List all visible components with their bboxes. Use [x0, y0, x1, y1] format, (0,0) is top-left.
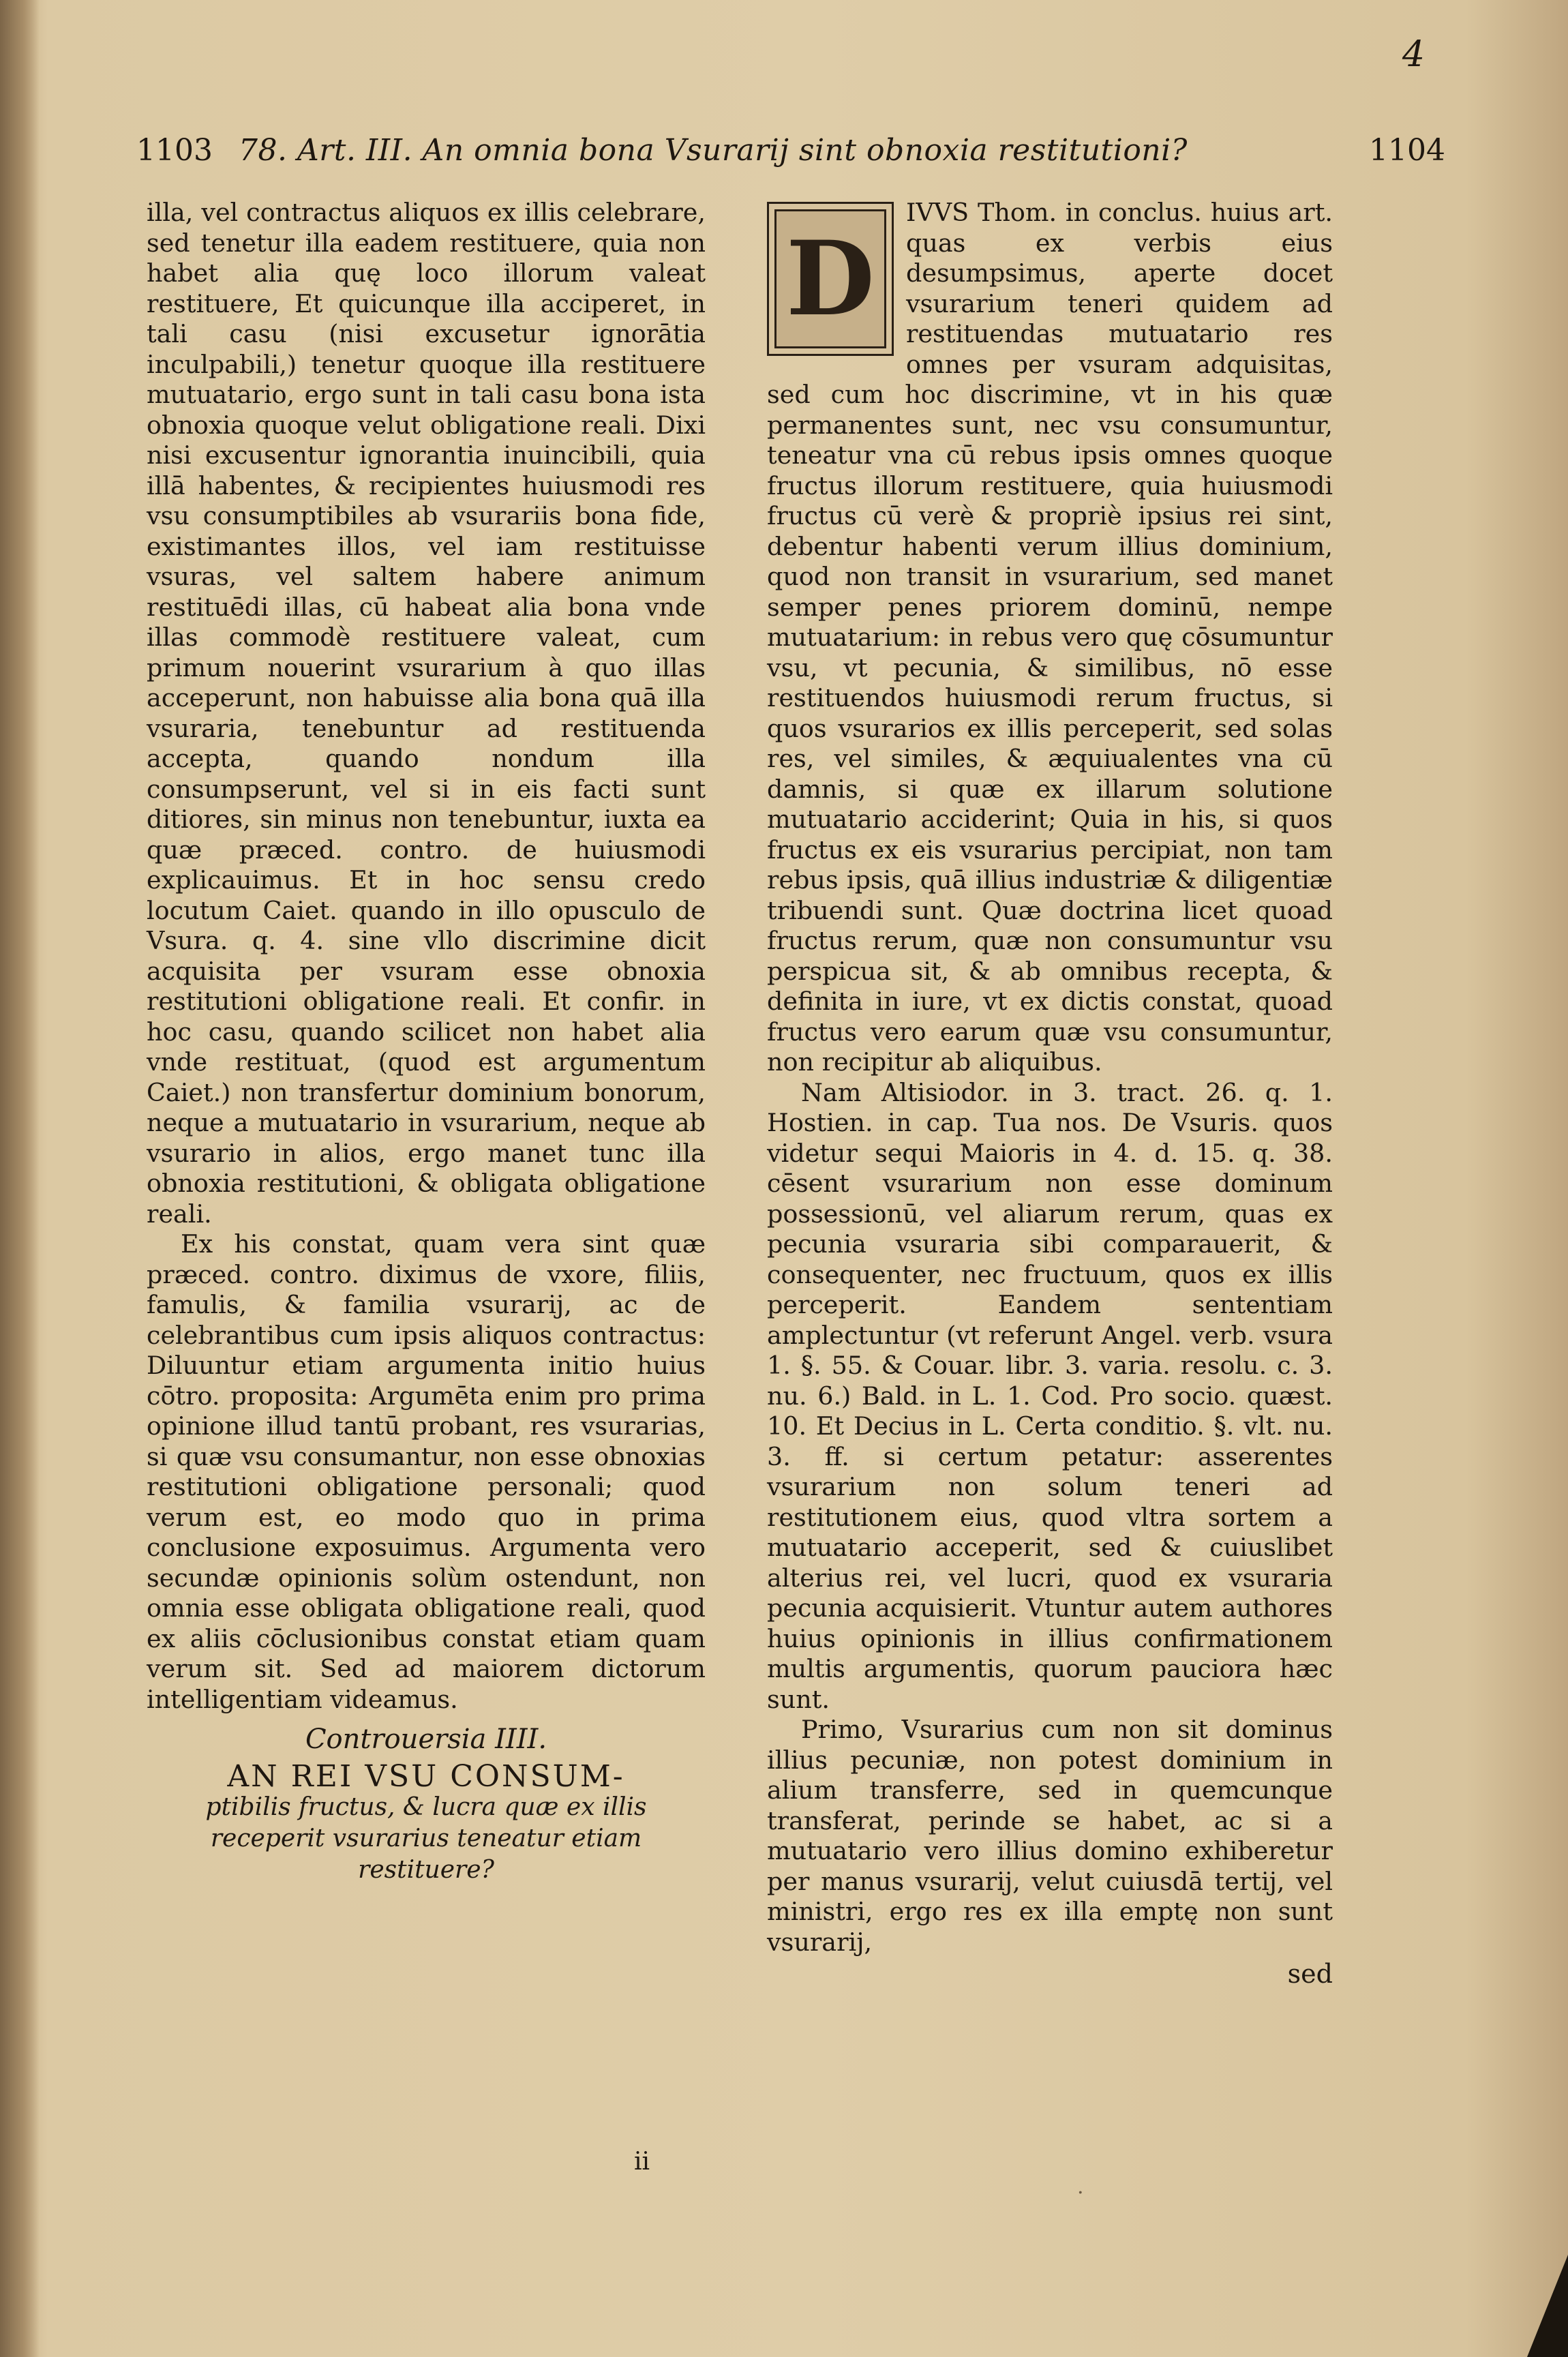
left-column [147, 198, 706, 1886]
page-number-left: 1103 [136, 133, 213, 168]
decorated-initial: D [767, 202, 894, 356]
corner-annotation: 4 [1402, 34, 1425, 75]
left-paragraph-2: Ex his constat, quam vera sint quæ præced. contro. diximus de vxore, filiis, famulis, & familia vsurarij, ac de celebrantibus cum ipsis aliquos contractus: Diluuntur etiam argumenta initio huius cōtro. proposita: Argumēta enim pro prima opinione illud tantū probant, res vsurarias, si quæ vsu consumantur, non esse obnoxias restitutioni obligatione personali; quod verum est, eo modo quo in prima conclusione exposuimus. Argumenta vero secundæ opinionis solùm ostendunt, non omnia esse obligata obligatione reali, quod ex aliis cōclusionibus constat etiam quam verum sit. Sed ad maiorem dictorum intelligentiam videamus. [147, 1229, 706, 1714]
page-number-right: 1104 [1369, 133, 1445, 168]
controversy-heading: Controuersia IIII. [305, 1724, 547, 1755]
left-paragraph-1: illa, vel contractus aliquos ex illis celebrare, sed tenetur illa eadem restituere, quia non habet alia quę loco illorum valeat restituere, Et quicunque illa acciperet, in tali casu (nisi excusetur ignorātia inculpabili,) tenetur quoque illa restituere mutuatario, ergo sunt in tali casu bona ista obnoxia quoque velut obligatione reali. Dixi nisi excusentur ignorantia inuincibili, quia illā habentes, & recipientes huiusmodi res vsu consumptibiles ab vsurariis bona fide, existimantes illos, vel iam restituisse vsuras, vel saltem habere animum restituēdi illas, cū habeat alia bona vnde illas commodè restituere valeat, cum primum nouerint vsurarium à quo illas acceperunt, non habuisse alia bona quā illa vsuraria, tenebuntur ad restituenda accepta, quando nondum illa consumpserunt, vel si in eis facti sunt ditiores, sin minus non tenebuntur, iuxta ea quæ præced. contro. de huiusmodi explicauimus. Et in hoc sensu credo locutum Caiet. quando in illo opusculo de Vsura. q. 4. sine vllo discrimine dicit acquisita per vsuram esse obnoxia restitutioni obligatione reali. Et confir. in hoc casu, quando scilicet non habet alia vnde restituat, (quod est argumentum Caiet.) non transfertur dominium bonorum, neque a mutuatario in vsurarium, neque ab vsurario in alios, ergo manet tunc illa obnoxia restitutioni, & obligata obligatione reali. [147, 198, 706, 1229]
catchword: sed [1287, 1959, 1333, 1989]
right-paragraph-2: Nam Altisiodor. in 3. tract. 26. q. 1. Hostien. in cap. Tua nos. De Vsuris. quos videtur sequi Maioris in 4. d. 15. q. 38. cēsent vsurarium non esse dominum possessionū, vel aliarum rerum, quas ex pecunia vsuraria sibi comparauerit, & consequenter, nec fructuum, quos ex illis perceperit. Eandem sententiam amplectuntur (vt referunt Angel. verb. vsura 1. §. 55. & Couar. libr. 3. varia. resolu. c. 3. nu. 6.) Bald. in L. 1. Cod. Pro socio. quæst. 10. Et Decius in L. Certa conditio. §. vlt. nu. 3. ff. si certum petatur: asserentes vsurarium non solum teneri ad restitutionem eius, quod vltra sortem a mutuatario acceperit, sed & cuiuslibet alterius rei, vel lucri, quod ex vsuraria pecunia acquisierit. Vtuntur autem authores huius opinionis in illius confirmationem multis argumentis, quorum pauciora hæc sunt. [767, 1077, 1333, 1714]
question-heading: AN REI VSU CONSUM- [227, 1758, 625, 1794]
running-title: 78. Art. III. An omnia bona Vsurarij sint obnoxia restitutioni? [239, 133, 1188, 168]
right-paragraph-1: IVVS Thom. in conclus. huius art. quas ex verbis eius desumpsimus, aperte docet vsurarium teneri quidem ad restituendas mutuatario res omnes per vsuram adquisitas, sed cum hoc discrimine, vt in his quæ permanentes sunt, nec vsu consumuntur, teneatur vna cū rebus ipsis omnes quoque fructus illorum restituere, quia huiusmodi fructus cū verè & propriè ipsius rei sint, debentur habenti verum illius dominium, quod non transit in vsurarium, sed manet semper penes priorem dominū, nempe mutuatarium: in rebus vero quę cōsumuntur vsu, vt pecunia, & similibus, nō esse restituendos huiusmodi rerum fructus, si quos vsurarios ex illis perceperit, sed solas res, vel similes, & æquiualentes vna cū damnis, si quæ ex illarum solutione mutuatario acciderint; Quia in his, si quos fructus ex eis vsurarius percipiat, non tam rebus ipsis, quā illius industriæ & diligentiæ tribuendi sunt. Quæ doctrina licet quoad fructus rerum, quæ non consumuntur vsu perspicua sit, & ab omnibus recepta, & definita in iure, vt ex dictis constat, quoad fructus vero earum quæ vsu consumuntur, non recipitur ab aliquibus. [767, 198, 1333, 1077]
bottom-dot: . [1077, 2175, 1084, 2199]
running-head [136, 133, 1445, 181]
right-column [767, 198, 1333, 1990]
binding-edge [0, 0, 40, 2357]
question-subheading: ptibilis fructus, & lucra quæ ex illis receperit vsurarius teneatur etiam restituere? [205, 1793, 647, 1884]
signature-mark: ii [634, 2148, 650, 2176]
right-paragraph-3: Primo, Vsurarius cum non sit dominus illius pecuniæ, non potest dominium in alium transferre, sed in quemcunque transferat, perinde se habet, ac si a mutuatario vero illius domino exhiberetur per manus vsurarij, velut cuiusdā tertij, vel ministri, ergo res ex illa emptę non sunt vsurarij, [767, 1715, 1333, 1957]
